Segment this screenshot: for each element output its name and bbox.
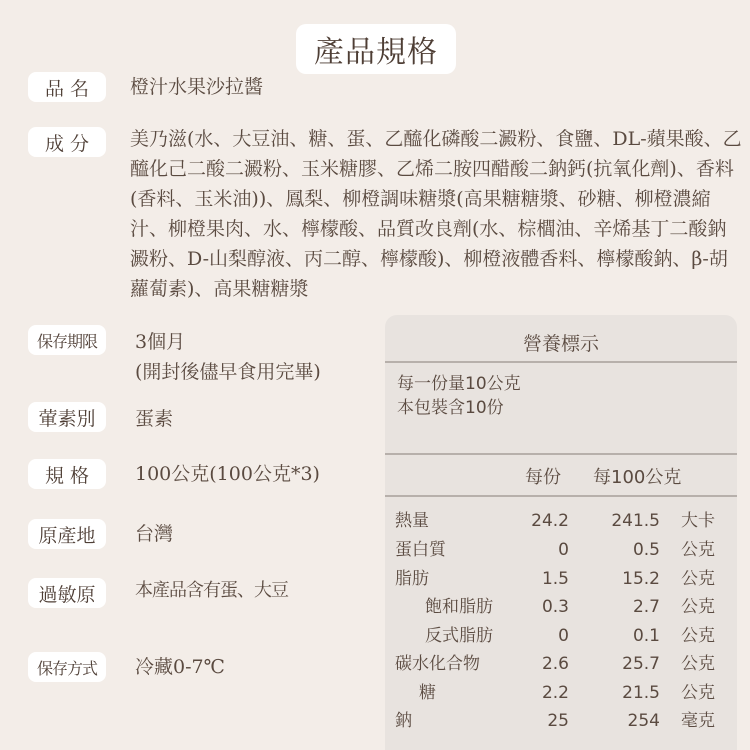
nutrient-unit: 公克	[681, 569, 715, 589]
nutrition-title: 營養標示	[522, 333, 599, 355]
divider	[385, 495, 737, 497]
label-diet: 葷素別	[28, 402, 106, 432]
label-spec: 規 格	[28, 459, 106, 489]
value-allergen: 本產品含有蛋、大豆	[135, 580, 288, 601]
label-allergen: 過敏原	[28, 578, 106, 608]
nutrient-name: 熱量	[395, 511, 429, 531]
nutrient-name: 糖	[419, 683, 436, 703]
divider	[385, 361, 737, 363]
label-name: 品 名	[28, 72, 106, 102]
nutrient-unit: 公克	[681, 626, 715, 646]
column-per-100g: 每100公克	[593, 467, 682, 488]
label-ingredients: 成 分	[28, 127, 106, 157]
nutrient-name: 反式脂肪	[425, 626, 493, 646]
nutrient-per-serving: 25	[547, 711, 569, 731]
nutrient-name: 飽和脂肪	[425, 597, 493, 617]
value-shelf-life-note: (開封後儘早食用完畢)	[135, 361, 321, 383]
nutrient-per-100g: 25.7	[622, 654, 660, 674]
nutrient-unit: 大卡	[681, 511, 715, 531]
nutrient-per-100g: 254	[627, 711, 660, 731]
nutrient-per-serving: 0	[558, 540, 569, 560]
label-origin: 原產地	[28, 519, 106, 549]
servings-per-pack: 本包裝含10份	[397, 398, 504, 418]
value-name: 橙汁水果沙拉醬	[130, 76, 264, 98]
divider	[385, 453, 737, 455]
nutrient-per-100g: 15.2	[622, 569, 660, 589]
column-per-serving: 每份	[525, 467, 561, 488]
nutrient-per-serving: 24.2	[531, 511, 569, 531]
label-shelf-life: 保存期限	[28, 325, 106, 355]
nutrient-per-100g: 0.1	[632, 626, 660, 646]
value-storage: 冷藏0-7℃	[135, 656, 225, 678]
nutrient-name: 碳水化合物	[395, 654, 480, 674]
value-diet: 蛋素	[135, 408, 174, 430]
nutrient-per-100g: 2.7	[632, 597, 660, 617]
nutrient-name: 蛋白質	[395, 540, 446, 560]
nutrient-unit: 公克	[681, 654, 715, 674]
nutrient-per-serving: 2.2	[541, 683, 569, 703]
nutrient-per-serving: 2.6	[541, 654, 569, 674]
page-title: 產品規格	[296, 24, 456, 74]
nutrient-per-serving: 0	[558, 626, 569, 646]
value-spec: 100公克(100公克*3)	[135, 463, 320, 485]
serving-size: 每一份量10公克	[397, 374, 521, 394]
nutrient-per-serving: 1.5	[541, 569, 569, 589]
nutrient-unit: 公克	[681, 540, 715, 560]
nutrient-name: 脂肪	[395, 569, 429, 589]
nutrient-name: 鈉	[395, 711, 412, 731]
value-origin: 台灣	[135, 523, 174, 545]
value-shelf-life: 3個月	[135, 331, 186, 353]
value-ingredients: 美乃滋(水、大豆油、糖、蛋、乙醯化磷酸二澱粉、食鹽、DL-蘋果酸、乙醯化己二酸二澱粉、玉米糖膠、乙烯二胺四醋酸二鈉鈣(抗氧化劑)、香料(香料、玉米油))、鳳梨、柳橙調味糖漿(高果糖糖漿、砂糖、柳橙濃縮汁、柳橙果肉、水、檸檬酸、品質改良劑(水、棕櫚油、辛烯基丁二酸鈉澱粉、D-山梨醇液、丙二醇、檸檬酸)、柳橙液體香料、檸檬酸鈉、β-胡蘿蔔素)、高果糖糖漿	[130, 128, 742, 300]
nutrient-unit: 公克	[681, 683, 715, 703]
nutrient-per-100g: 241.5	[611, 511, 660, 531]
nutrition-panel	[385, 315, 737, 750]
nutrient-unit: 毫克	[681, 711, 715, 731]
nutrient-unit: 公克	[681, 597, 715, 617]
label-storage: 保存方式	[28, 652, 106, 682]
nutrient-per-100g: 0.5	[632, 540, 660, 560]
nutrient-per-100g: 21.5	[622, 683, 660, 703]
nutrient-per-serving: 0.3	[541, 597, 569, 617]
